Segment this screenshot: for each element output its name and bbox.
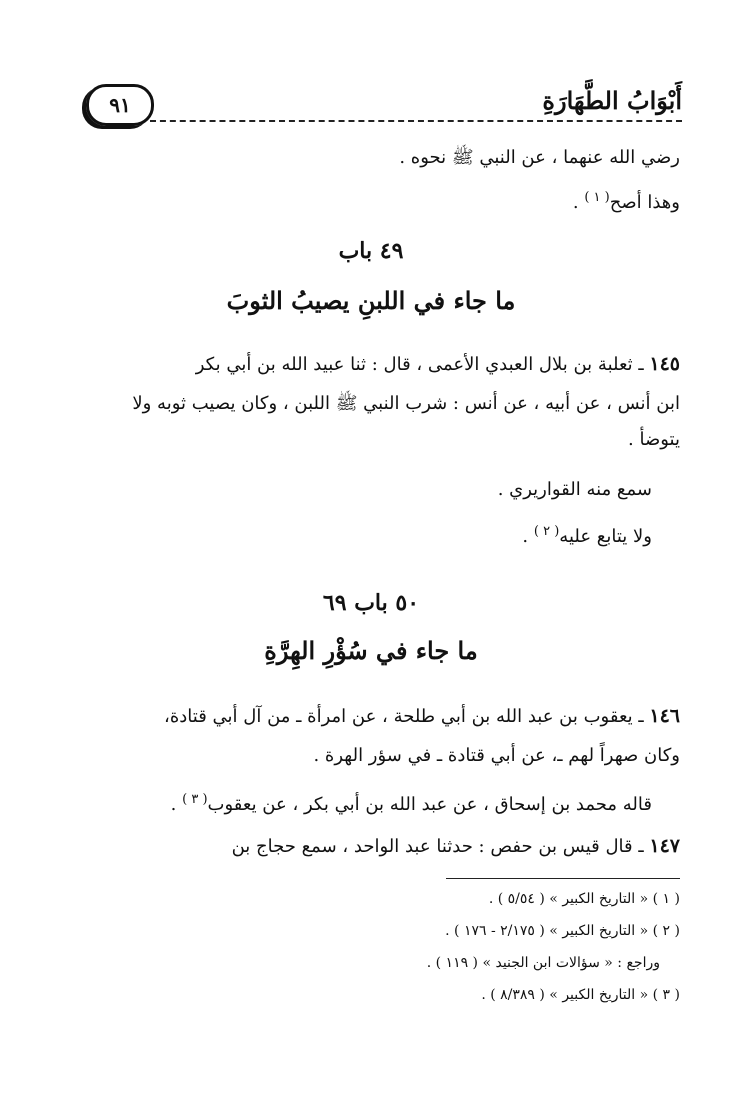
intro-line-2-end: . (572, 192, 585, 213)
hadith-146-line-3 (171, 788, 652, 817)
footnote-1: ( ١ ) « التاريخ الكبير » ( ٥/٥٤ ) . (488, 891, 680, 907)
footnote-ref-1[interactable]: ( ١ ) (584, 190, 610, 205)
hadith-145-line-4: سمع منه القواريري . (497, 479, 652, 500)
footnote-2: ( ٢ ) « التاريخ الكبير » ( ٢/١٧٥ - ١٧٦ ) . (445, 923, 680, 939)
hadith-145-line-2: ابن أنس ، عن أبيه ، عن أنس : شرب النبي ﷺ اللبن ، وكان يصيب ثوبه ولا (132, 393, 680, 414)
hadith-146-line-1-text: ـ يعقوب بن عبد الله بن أبي طلحة ، عن امرأة ـ من آل أبي قتادة، (164, 706, 650, 727)
footnote-ref-2[interactable]: ( ٢ ) (533, 524, 560, 539)
hadith-145-line-1 (196, 352, 680, 377)
hadith-147-line-1 (232, 834, 680, 859)
hadith-146-number: ١٤٦ (649, 705, 680, 727)
footnote-divider (446, 878, 680, 879)
chapter-49-number: ٤٩ باب (338, 238, 404, 264)
hadith-145-line-1-text: ـ ثعلبة بن بلال العبدي الأعمى ، قال : ثنا عبيد الله بن أبي بكر (195, 354, 650, 375)
chapter-50-number: ٥٠ باب ٦٩ (322, 590, 420, 616)
intro-line-2 (573, 186, 680, 215)
hadith-146-line-3-text: قاله محمد بن إسحاق ، عن عبد الله بن أبي بكر ، عن يعقوب (207, 794, 652, 815)
footnote-ref-3[interactable]: ( ٣ ) (182, 792, 208, 807)
hadith-146-line-2: وكان صهراً لهم ـ، عن أبي قتادة ـ في سؤر الهرة . (313, 745, 680, 766)
intro-line-2-text: وهذا أصح (609, 192, 680, 213)
intro-line-1: رضي الله عنهما ، عن النبي ﷺ نحوه . (399, 147, 680, 168)
hadith-145-line-5-text: ولا يتابع عليه (559, 526, 652, 547)
hadith-145-number: ١٤٥ (649, 353, 680, 375)
hadith-145-line-3: يتوضأ . (628, 429, 680, 450)
footnote-3: ( ٣ ) « التاريخ الكبير » ( ٨/٣٨٩ ) . (481, 987, 680, 1003)
footnote-2-continuation: وراجع : « سؤالات ابن الجنيد » ( ١١٩ ) . (426, 955, 660, 971)
chapter-50-title: ما جاء في سُؤْرِ الهِرَّةِ (264, 636, 478, 665)
hadith-146-line-3-end: . (170, 794, 183, 815)
hadith-147-line-1-text: ـ قال قيس بن حفص : حدثنا عبد الواحد ، سمع حجاج بن (231, 836, 650, 857)
hadith-147-number: ١٤٧ (649, 835, 680, 857)
header-divider (150, 120, 682, 122)
chapter-49-title: ما جاء في اللبنِ يصيبُ الثوبَ (226, 286, 516, 315)
hadith-145-line-5 (522, 520, 652, 549)
running-header-title: أَبْوَابُ الطَّهَارَةِ (542, 86, 682, 115)
page-number: ٩١ (109, 93, 131, 117)
hadith-146-line-1 (164, 704, 680, 729)
hadith-145-line-5-end: . (522, 526, 534, 547)
page-number-badge (86, 84, 154, 126)
